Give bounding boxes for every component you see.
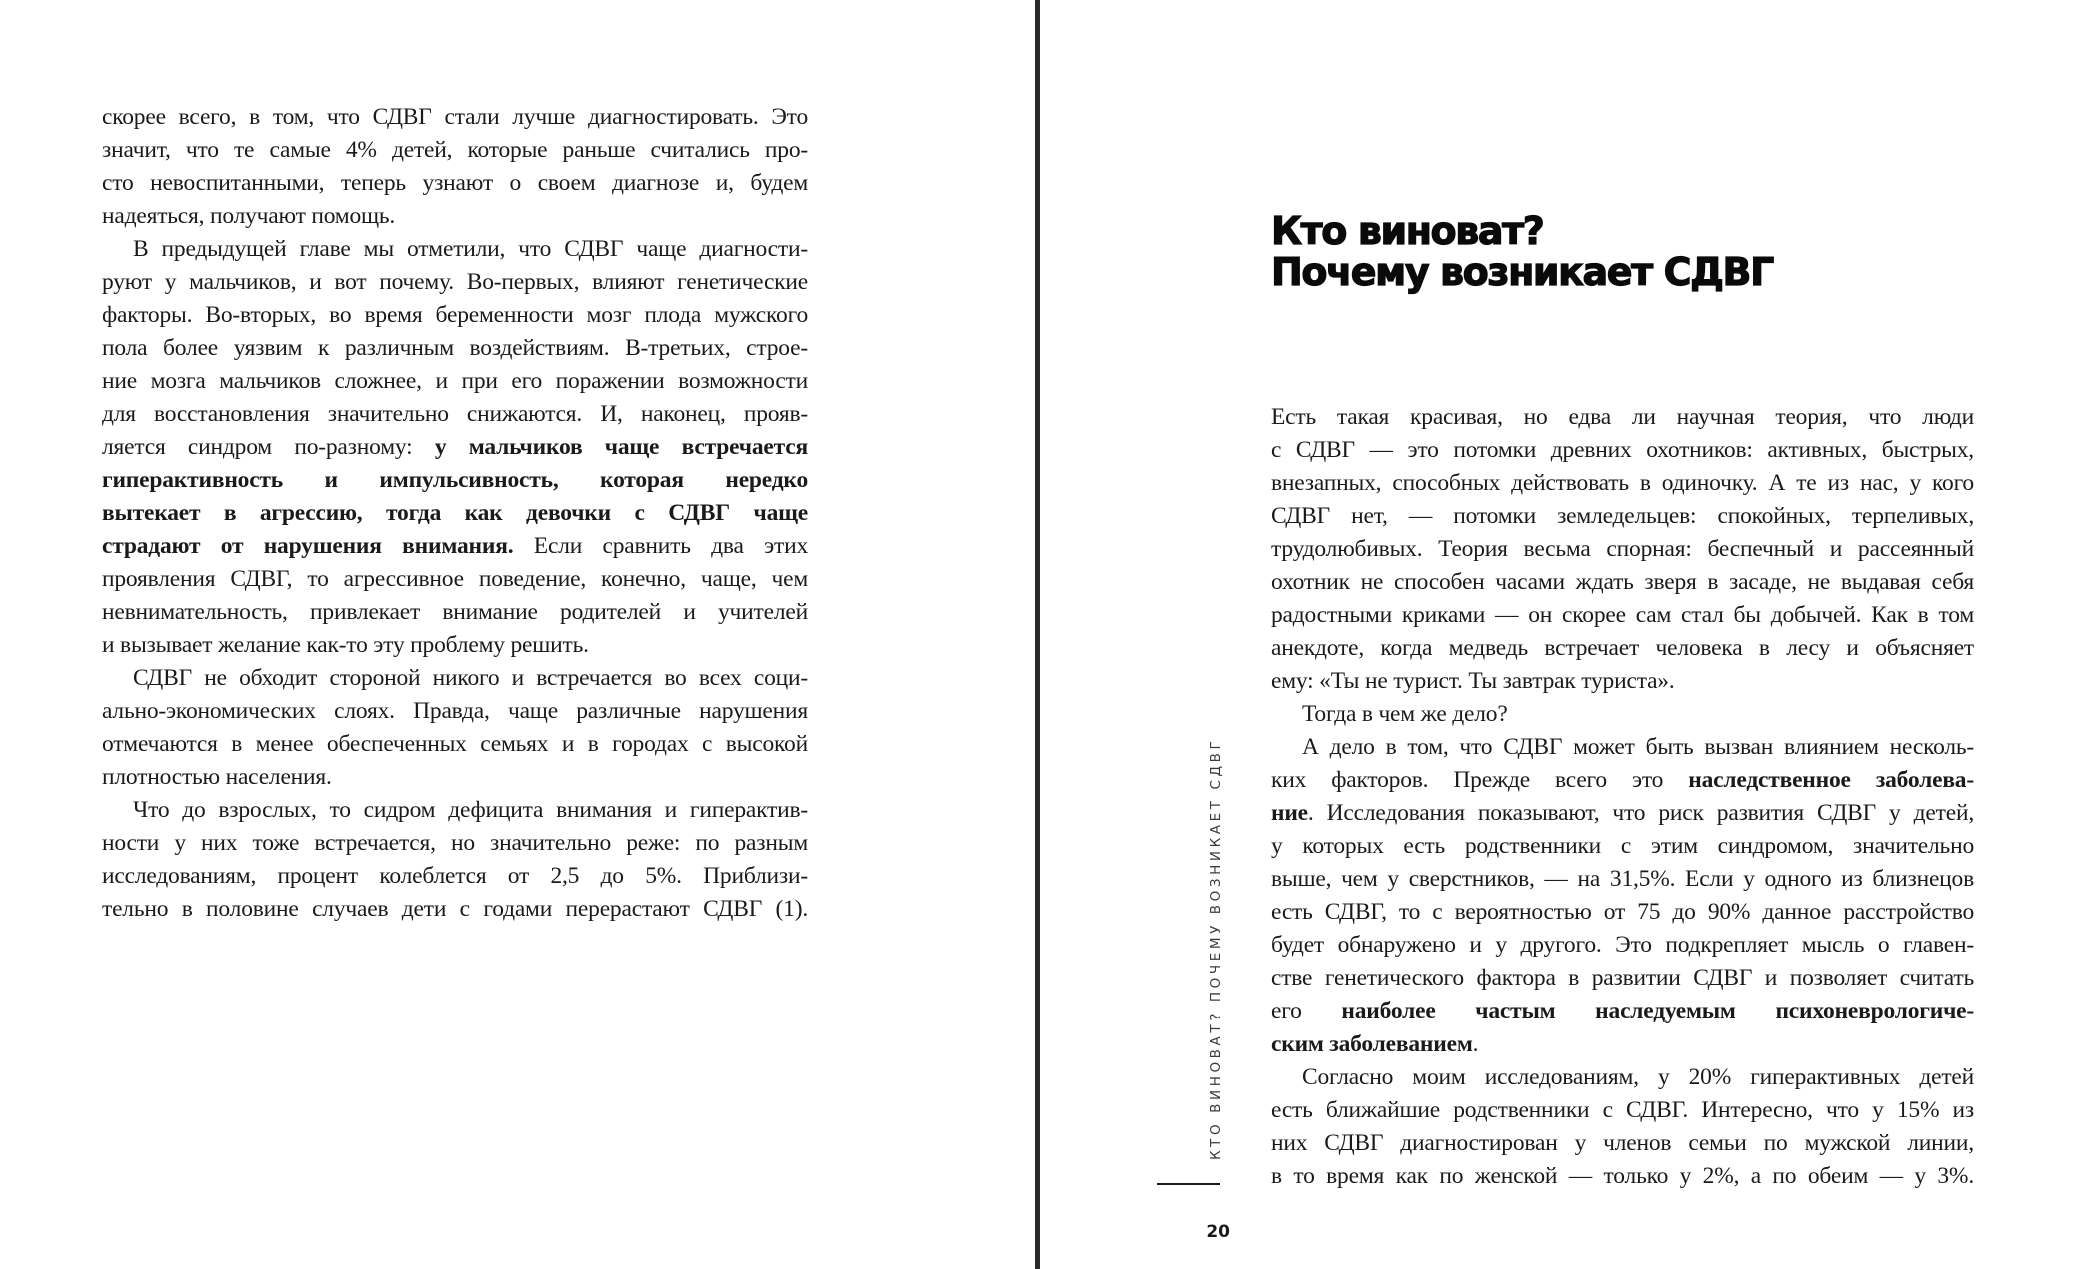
- text-line: [1271, 929, 1974, 962]
- text-line: [1271, 1028, 1974, 1061]
- text-segment: ляется синдром по-разному:: [102, 434, 435, 460]
- bold-text-segment: у мальчиков чаще встречается: [434, 434, 808, 460]
- text-line: [1271, 1127, 1974, 1160]
- text-line: [102, 794, 808, 827]
- text-segment: ности у них тоже встречается, но значительно реже: по разным: [102, 830, 808, 856]
- text-segment: В предыдущей главе мы отметили, что СДВГ чаще диагности-: [133, 236, 808, 262]
- text-segment: ему: «Ты не турист. Ты завтрак туриста».: [1271, 668, 1675, 694]
- text-segment: невнимательность, привлекает внимание родителей и учителей: [102, 599, 808, 625]
- text-line: [1271, 731, 1974, 764]
- bold-text-segment: ние: [1271, 800, 1308, 826]
- chapter-title-line-1: Кто виноват?: [1271, 209, 1544, 254]
- text-line: [1271, 566, 1974, 599]
- text-segment: его: [1271, 998, 1342, 1024]
- text-line: [1271, 533, 1974, 566]
- text-line: [102, 827, 808, 860]
- text-segment: с СДВГ — это потомки древних охотников: активных, быстрых,: [1271, 437, 1974, 463]
- bold-text-segment: вытекает в агрессию, тогда как девочки с СДВГ чаще: [102, 500, 808, 526]
- text-line: [102, 464, 808, 497]
- text-segment: А дело в том, что СДВГ может быть вызван влиянием несколь-: [1302, 734, 1974, 760]
- text-segment: сто невоспитанными, теперь узнают о своем диагнозе и, будем: [102, 170, 808, 196]
- text-line: [102, 596, 808, 629]
- text-line: [1271, 1160, 1974, 1193]
- text-segment: Есть такая красивая, но едва ли научная теория, что люди: [1271, 404, 1974, 430]
- text-line: [102, 299, 808, 332]
- text-line: [1271, 962, 1974, 995]
- text-line: [1271, 434, 1974, 467]
- text-segment: скорее всего, в том, что СДВГ стали лучше диагностировать. Это: [102, 104, 808, 130]
- text-line: [102, 530, 808, 563]
- bold-text-segment: ским заболеванием: [1271, 1031, 1473, 1057]
- text-segment: для восстановления значительно снижаются. И, наконец, прояв-: [102, 401, 808, 427]
- text-line: [1271, 830, 1974, 863]
- text-line: [1271, 995, 1974, 1028]
- running-head-text: КТО ВИНОВАТ? ПОЧЕМУ ВОЗНИКАЕТ СДВГ: [1208, 737, 1224, 1160]
- text-segment: исследованиям, процент колеблется от 2,5 до 5%. Приблизи-: [102, 863, 808, 889]
- page-number: 20: [1206, 1222, 1230, 1242]
- text-segment: ально-экономических слоях. Правда, чаще различные нарушения: [102, 698, 808, 724]
- text-line: [1271, 764, 1974, 797]
- text-line: [102, 431, 808, 464]
- text-line: [1271, 599, 1974, 632]
- text-segment: СДВГ не обходит стороной никого и встречается во всех соци-: [133, 665, 808, 691]
- text-segment: Что до взрослых, то сидром дефицита внимания и гиперактив-: [133, 797, 808, 823]
- text-segment: них СДВГ диагностирован у членов семьи по мужской линии,: [1271, 1130, 1974, 1156]
- text-line: [102, 860, 808, 893]
- text-segment: .: [1472, 1031, 1479, 1057]
- text-segment: ние мозга мальчиков сложнее, и при его поражении возможности: [102, 368, 808, 394]
- text-segment: СДВГ нет, — потомки земледельцев: спокойных, терпеливых,: [1271, 503, 1974, 529]
- text-line: [1271, 1061, 1974, 1094]
- bold-text-segment: наиболее частым наследуемым психоневрологиче-: [1341, 998, 1975, 1024]
- text-segment: будет обнаружено и у другого. Это подкрепляет мысль о главен-: [1271, 932, 1974, 958]
- text-segment: трудолюбивых. Теория весьма спорная: беспечный и рассеянный: [1271, 536, 1974, 562]
- folio-rule: [1157, 1183, 1220, 1185]
- text-line: [102, 563, 808, 596]
- text-segment: факторы. Во-вторых, во время беременности мозг плода мужского: [102, 302, 808, 328]
- text-segment: охотник не способен часами ждать зверя в засаде, не выдавая себя: [1271, 569, 1974, 595]
- text-line: [1271, 467, 1974, 500]
- text-line: [102, 101, 808, 134]
- text-segment: руют у мальчиков, и вот почему. Во-первых, влияют генетические: [102, 269, 808, 295]
- text-segment: надеяться, получают помощь.: [102, 203, 396, 229]
- text-segment: стве генетического фактора в развитии СДВГ и позволяет считать: [1271, 965, 1974, 991]
- chapter-title-line-2: Почему возникает СДВГ: [1271, 250, 1773, 295]
- text-segment: анекдоте, когда медведь встречает человека в лесу и объясняет: [1271, 635, 1974, 661]
- text-line: [102, 728, 808, 761]
- text-line: [1271, 1094, 1974, 1127]
- text-segment: есть СДВГ, то с вероятностью от 75 до 90% данное расстройство: [1271, 899, 1974, 925]
- text-segment: отмечаются в менее обеспеченных семьях и в городах с высокой: [102, 731, 808, 757]
- text-line: [1271, 500, 1974, 533]
- text-segment: внезапных, способных действовать в одиночку. А те из нас, у кого: [1271, 470, 1974, 496]
- chapter-title: [1271, 211, 1773, 293]
- text-line: [1271, 698, 1974, 731]
- text-segment: Если сравнить два этих: [513, 533, 808, 559]
- text-line: [102, 629, 808, 662]
- text-line: [102, 266, 808, 299]
- text-line: [1271, 863, 1974, 896]
- left-page-body: [102, 101, 808, 926]
- text-segment: пола более уязвим к различным воздействиям. В-третьих, строе-: [102, 335, 808, 361]
- text-segment: у которых есть родственники с этим синдромом, значительно: [1271, 833, 1974, 859]
- text-line: [102, 167, 808, 200]
- text-line: [102, 761, 808, 794]
- text-line: [102, 893, 808, 926]
- bold-text-segment: страдают от нарушения внимания.: [102, 533, 514, 559]
- right-page-body: [1271, 401, 1974, 1193]
- text-line: [1271, 896, 1974, 929]
- text-segment: Тогда в чем же дело?: [1302, 701, 1508, 727]
- bold-text-segment: наследственное заболева-: [1688, 767, 1974, 793]
- text-line: [102, 200, 808, 233]
- text-segment: . Исследования показывают, что риск развития СДВГ у детей,: [1307, 800, 1974, 826]
- text-line: [102, 134, 808, 167]
- text-line: [1271, 401, 1974, 434]
- text-line: [102, 497, 808, 530]
- text-segment: радостными криками — он скорее сам стал бы добычей. Как в том: [1271, 602, 1974, 628]
- text-segment: есть ближайшие родственники с СДВГ. Интересно, что у 15% из: [1271, 1097, 1974, 1123]
- text-line: [1271, 665, 1974, 698]
- text-line: [102, 398, 808, 431]
- text-line: [102, 662, 808, 695]
- bold-text-segment: гиперактивность и импульсивность, которая нередко: [102, 467, 808, 493]
- text-segment: плотностью населения.: [102, 764, 332, 790]
- text-segment: выше, чем у сверстников, — на 31,5%. Если у одного из близнецов: [1271, 866, 1974, 892]
- text-segment: Согласно моим исследованиям, у 20% гиперактивных детей: [1302, 1064, 1974, 1090]
- text-line: [1271, 797, 1974, 830]
- text-segment: значит, что те самые 4% детей, которые раньше считались про-: [102, 137, 808, 163]
- text-line: [102, 695, 808, 728]
- text-segment: в то время как по женской — только у 2%, а по обеим — у 3%.: [1271, 1163, 1974, 1189]
- text-line: [1271, 632, 1974, 665]
- text-segment: ких факторов. Прежде всего это: [1271, 767, 1689, 793]
- running-head: [1206, 737, 1230, 1160]
- text-line: [102, 365, 808, 398]
- book-spine-divider: [1035, 0, 1040, 1269]
- left-page: [0, 0, 1035, 1269]
- text-line: [102, 233, 808, 266]
- text-segment: тельно в половине случаев дети с годами перерастают СДВГ (1).: [102, 896, 808, 922]
- text-segment: и вызывает желание как-то эту проблему решить.: [102, 632, 589, 658]
- text-segment: проявления СДВГ, то агрессивное поведение, конечно, чаще, чем: [102, 566, 808, 592]
- text-line: [102, 332, 808, 365]
